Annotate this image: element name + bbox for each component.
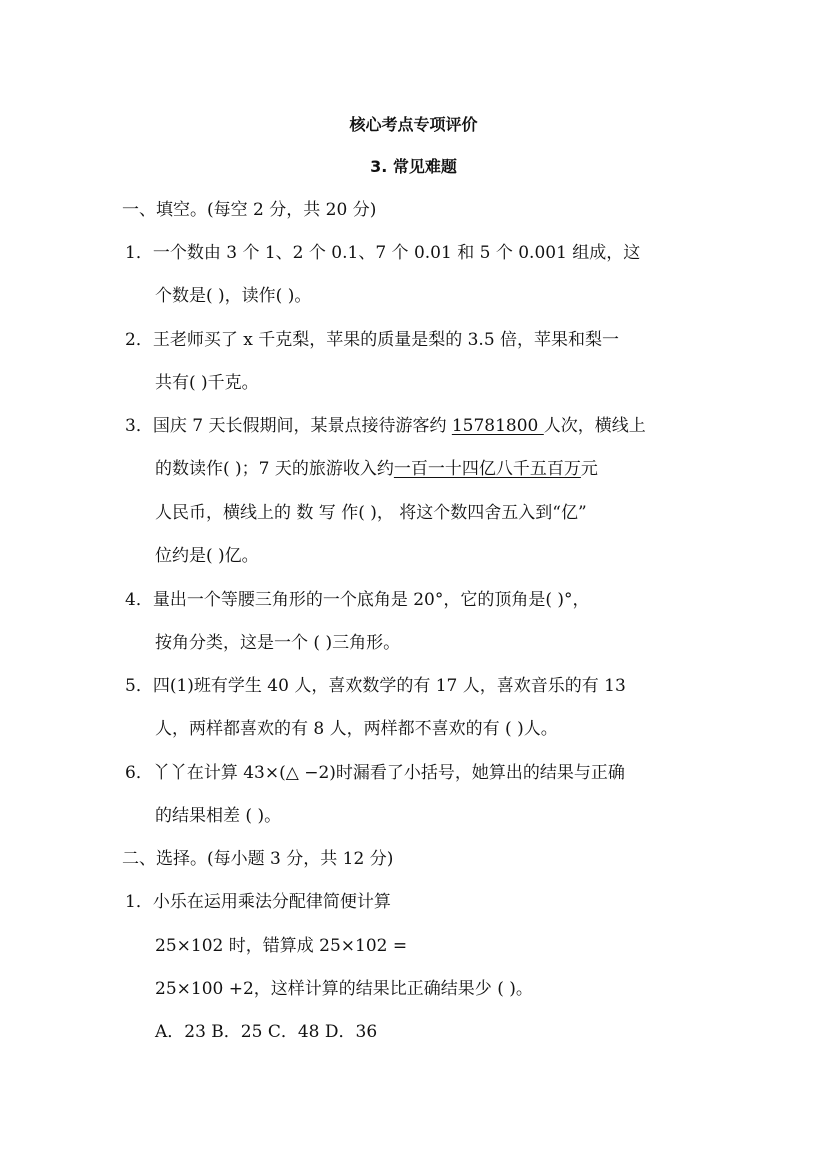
q2-line1: 2．王老师买了 x 千克梨，苹果的质量是梨的 3.5 倍，苹果和梨一 <box>125 330 620 350</box>
q2-line2: 共有( )千克。 <box>155 373 259 393</box>
q5-line1: 5．四(1)班有学生 40 人，喜欢数学的有 17 人，喜欢音乐的有 13 <box>125 676 626 696</box>
page-title: 核心考点专项评价 <box>349 115 478 134</box>
q1-line2: 个数是( )，读作( )。 <box>155 286 312 306</box>
q3-underlined-number: 15781800 <box>451 416 544 436</box>
q5-line2: 人，两样都喜欢的有 8 人，两样都不喜欢的有 ( )人。 <box>155 719 558 739</box>
q3-line1 <box>125 415 646 437</box>
s2-q1-line3: 25×100 +2，这样计算的结果比正确结果少 ( )。 <box>155 979 533 999</box>
q3-line3: 人民币，横线上的 数 写 作( )， 将这个数四舍五入到“亿” <box>155 503 587 523</box>
section1-heading: 一、填空。(每空 2 分，共 20 分) <box>122 200 377 220</box>
q1-line1: 1．一个数由 3 个 1、2 个 0.1、7 个 0.01 和 5 个 0.001 组成，这 <box>125 243 641 263</box>
q3-line2 <box>155 458 598 480</box>
q6-line2: 的结果相差 ( )。 <box>155 806 282 826</box>
s2-q1-line1: 1．小乐在运用乘法分配律简便计算 <box>125 892 391 912</box>
q3-underlined-amount: 一百一十四亿八千五百万 <box>393 459 581 479</box>
q3-line2-text-b: 元 <box>580 459 598 479</box>
q6-line1: 6．丫丫在计算 43×(△ −2)时漏看了小括号，她算出的结果与正确 <box>125 763 625 783</box>
q4-line1: 4．量出一个等腰三角形的一个底角是 20°，它的顶角是( )°， <box>125 590 590 610</box>
q3-line1-text-a: 3．国庆 7 天长假期间，某景点接待游客约 <box>125 416 452 436</box>
section2-heading: 二、选择。(每小题 3 分，共 12 分) <box>122 849 394 869</box>
section-subtitle: 3. 常见难题 <box>370 157 457 176</box>
q3-line4: 位约是( )亿。 <box>155 546 259 566</box>
s2-q1-line2: 25×102 时，错算成 25×102 = <box>155 936 408 956</box>
q4-line2: 按角分类，这是一个 ( )三角形。 <box>155 633 401 653</box>
q3-line2-text-a: 的数读作( )；7 天的旅游收入约 <box>155 459 394 479</box>
s2-q1-options: A．23 B．25 C．48 D．36 <box>155 1022 378 1042</box>
q3-line1-text-b: 人次，横线上 <box>543 416 646 436</box>
